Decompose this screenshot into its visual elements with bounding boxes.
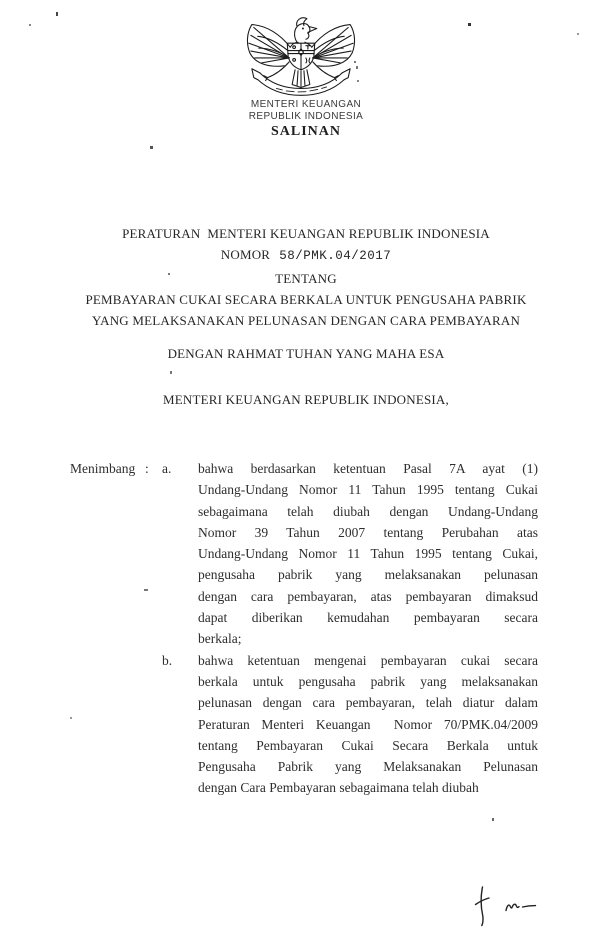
text-line: berkala; [198,631,242,647]
regulation-title-block [0,223,612,331]
scan-speck [144,589,148,591]
copy-stamp-label: SALINAN [270,124,341,139]
considering-item [162,458,540,650]
text-line: berkala untuk pengusaha pabrik yang melaksanakan [198,673,538,689]
handwritten-initials [455,878,555,933]
nomor-label: NOMOR [220,247,271,263]
text-line: Undang-Undang Nomor 11 Tahun 1995 tentang Cukai [198,482,538,498]
scan-speck [150,146,153,149]
text-line: dengan cara pembayaran, atas pembayaran dimaksud [198,588,538,604]
scan-speck [168,273,170,275]
considering-items [162,458,540,799]
considering-item [162,650,540,799]
text-line: pelunasan dengan cara pembayaran, telah diatur dalam [198,695,538,711]
scan-speck [577,33,579,35]
text-line: bahwa berdasarkan ketentuan Pasal 7A ayat (1) [198,461,538,476]
scan-speck [357,80,359,82]
item-marker: a. [162,461,172,476]
scan-speck [354,61,356,63]
scan-speck [468,23,471,26]
regulation-title-line: PERATURAN MENTERI KEUANGAN REPUBLIK INDONESIA [122,226,490,241]
nomor-value: 58/PMK.04/2017 [279,249,392,264]
text-line: Pengusaha Pabrik yang Melaksanakan Pelunasan [198,759,538,775]
text-line: dapat diberikan kemudahan pembayaran secara [198,610,538,626]
text-line: Undang-Undang Nomor 11 Tahun 1995 tentang Cukai, [198,546,538,562]
considering-section [70,458,540,799]
scan-speck [70,717,72,719]
text-line: Peraturan Menteri Keuangan Nomor 70/PMK.04/2009 [198,716,538,732]
letterhead-country-name: REPUBLIK INDONESIA [248,111,364,122]
subject-line-1: PEMBAYARAN CUKAI SECARA BERKALA UNTUK PENGUSAHA PABRIK [85,291,527,307]
regulation-number-line [0,244,612,267]
item-text [198,458,538,650]
menimbang-colon: : [145,461,149,476]
menimbang-label: Menimbang [70,461,136,476]
authority-line: MENTERI KEUANGAN REPUBLIK INDONESIA, [163,392,449,407]
scan-speck [492,818,494,821]
text-line: bahwa ketentuan mengenai pembayaran cukai secara [198,652,538,668]
scan-speck [56,12,58,16]
text-line: pengusaha pabrik yang melaksanakan pelunasan [198,567,538,583]
item-marker: b. [162,652,173,668]
garuda-pancasila-emblem [243,12,359,100]
text-line: Nomor 39 Tahun 2007 tentang Perubahan atas [198,524,538,540]
text-line: sebagaimana telah diubah dengan Undang-Undang [198,503,538,519]
tentang-label: TENTANG [275,270,337,286]
letterhead-ministry-name: MENTERI KEUANGAN [250,99,362,110]
item-text [198,650,538,799]
invocation-line: DENGAN RAHMAT TUHAN YANG MAHA ESA [167,346,445,361]
text-line: dengan Cara Pembayaran sebagaimana telah diubah [198,780,479,796]
text-line: tentang Pembayaran Cukai Secara Berkala untuk [198,737,538,753]
scan-speck [356,66,358,69]
scan-speck [29,24,31,26]
scan-speck [170,371,172,374]
subject-line-2: YANG MELAKSANAKAN PELUNASAN DENGAN CARA PEMBAYARAN [91,313,521,329]
